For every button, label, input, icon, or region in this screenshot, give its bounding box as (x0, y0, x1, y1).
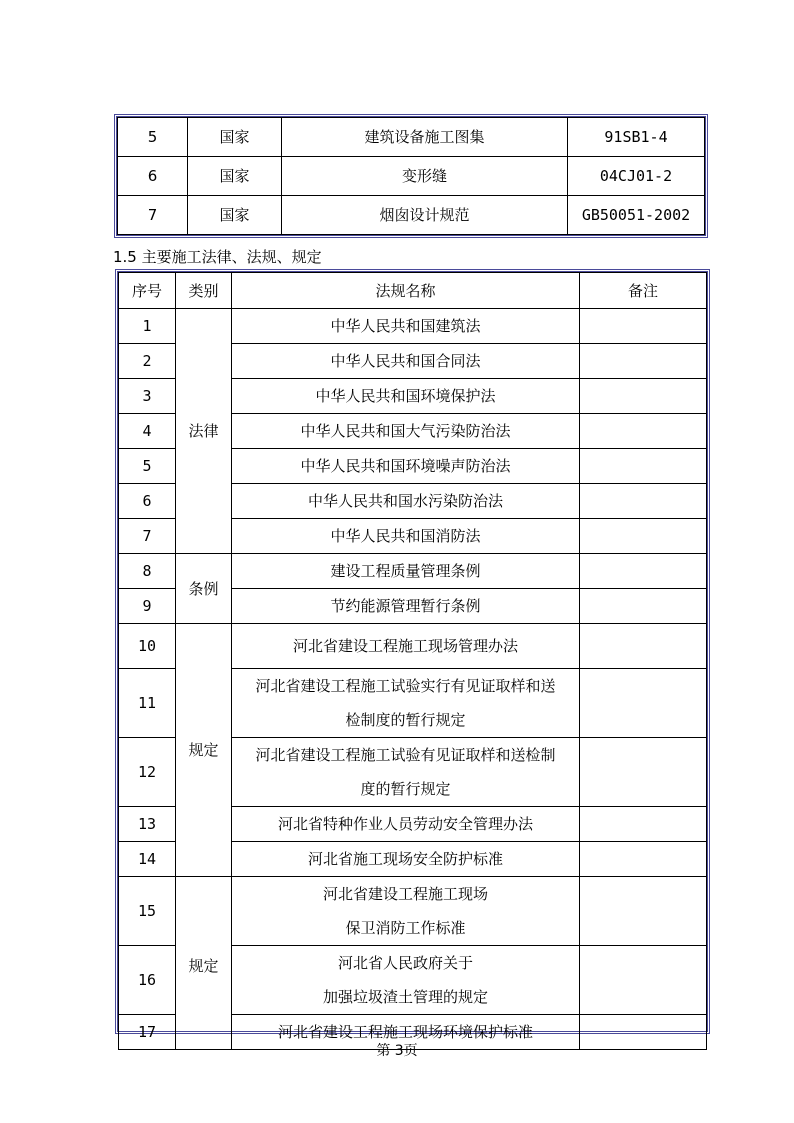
row-code: GB50051-2002 (568, 196, 705, 235)
row-name (232, 877, 580, 946)
row-number: 5 (119, 449, 176, 484)
row-name: 中华人民共和国水污染防治法 (232, 484, 580, 519)
row-remark (580, 807, 707, 842)
table-row (119, 624, 707, 669)
row-category: 国家 (188, 157, 282, 196)
row-name: 中华人民共和国大气污染防治法 (232, 414, 580, 449)
standards-table (117, 117, 705, 235)
row-number: 16 (119, 946, 176, 1015)
row-remark (580, 946, 707, 1015)
row-name: 河北省施工现场安全防护标准 (232, 842, 580, 877)
row-remark (580, 738, 707, 807)
row-number: 11 (119, 669, 176, 738)
row-name: 节约能源管理暂行条例 (232, 589, 580, 624)
row-name: 建筑设备施工图集 (282, 118, 568, 157)
laws-table (118, 272, 707, 1050)
category-cell: 条例 (176, 554, 232, 624)
row-number: 5 (118, 118, 188, 157)
row-number: 10 (119, 624, 176, 669)
table-row (118, 118, 705, 157)
row-name-line: 度的暂行规定 (360, 780, 451, 798)
row-name: 烟囱设计规范 (282, 196, 568, 235)
row-remark (580, 589, 707, 624)
row-category: 国家 (188, 118, 282, 157)
page-number: 第 3页 (376, 1043, 418, 1059)
header-number: 序号 (119, 273, 176, 309)
row-name: 中华人民共和国合同法 (232, 344, 580, 379)
row-remark (580, 449, 707, 484)
row-name (232, 738, 580, 807)
row-name: 河北省建设工程施工现场环境保护标准 (232, 1015, 580, 1050)
row-remark (580, 624, 707, 669)
row-number: 6 (118, 157, 188, 196)
row-category: 国家 (188, 196, 282, 235)
row-remark (580, 842, 707, 877)
row-number: 17 (119, 1015, 176, 1050)
table-row (119, 554, 707, 589)
row-name-line: 河北省人民政府关于 (337, 954, 473, 972)
standards-table-frame (114, 114, 708, 238)
table-row (118, 157, 705, 196)
row-number: 14 (119, 842, 176, 877)
row-number: 9 (119, 589, 176, 624)
category-cell: 法律 (176, 309, 232, 554)
row-remark (580, 309, 707, 344)
row-number: 7 (119, 519, 176, 554)
row-name-line: 检制度的暂行规定 (345, 711, 466, 729)
row-number: 15 (119, 877, 176, 946)
row-name (232, 669, 580, 738)
row-number: 3 (119, 379, 176, 414)
header-name: 法规名称 (232, 273, 580, 309)
row-remark (580, 519, 707, 554)
row-name-line: 加强垃圾渣土管理的规定 (322, 988, 488, 1006)
row-number: 1 (119, 309, 176, 344)
row-remark (580, 669, 707, 738)
row-code: 91SB1-4 (568, 118, 705, 157)
row-remark (580, 414, 707, 449)
table-row (119, 309, 707, 344)
row-name: 变形缝 (282, 157, 568, 196)
header-remark: 备注 (580, 273, 707, 309)
row-name-line: 河北省建设工程施工试验实行有见证取样和送 (255, 677, 556, 695)
row-name-line: 河北省建设工程施工现场 (322, 885, 488, 903)
table-header-row (119, 273, 707, 309)
row-number: 13 (119, 807, 176, 842)
row-name: 建设工程质量管理条例 (232, 554, 580, 589)
row-number: 6 (119, 484, 176, 519)
row-remark (580, 344, 707, 379)
table-row (119, 877, 707, 946)
row-name (232, 946, 580, 1015)
row-name-line: 保卫消防工作标准 (345, 919, 466, 937)
section-heading: 1.5 主要施工法律、法规、规定 (113, 248, 322, 266)
header-category: 类别 (176, 273, 232, 309)
row-number: 8 (119, 554, 176, 589)
category-cell: 规定 (176, 877, 232, 1050)
row-number: 7 (118, 196, 188, 235)
row-remark (580, 877, 707, 946)
laws-table-frame (115, 269, 710, 1041)
row-name: 河北省建设工程施工现场管理办法 (232, 624, 580, 669)
row-number: 2 (119, 344, 176, 379)
row-name: 河北省特种作业人员劳动安全管理办法 (232, 807, 580, 842)
row-name: 中华人民共和国环境噪声防治法 (232, 449, 580, 484)
category-cell: 规定 (176, 624, 232, 877)
row-name: 中华人民共和国消防法 (232, 519, 580, 554)
row-number: 12 (119, 738, 176, 807)
row-remark (580, 554, 707, 589)
row-number: 4 (119, 414, 176, 449)
row-name: 中华人民共和国建筑法 (232, 309, 580, 344)
row-code: 04CJ01-2 (568, 157, 705, 196)
table-row (118, 196, 705, 235)
row-remark (580, 484, 707, 519)
row-remark (580, 379, 707, 414)
row-name: 中华人民共和国环境保护法 (232, 379, 580, 414)
row-name-line: 河北省建设工程施工试验有见证取样和送检制 (255, 746, 556, 764)
